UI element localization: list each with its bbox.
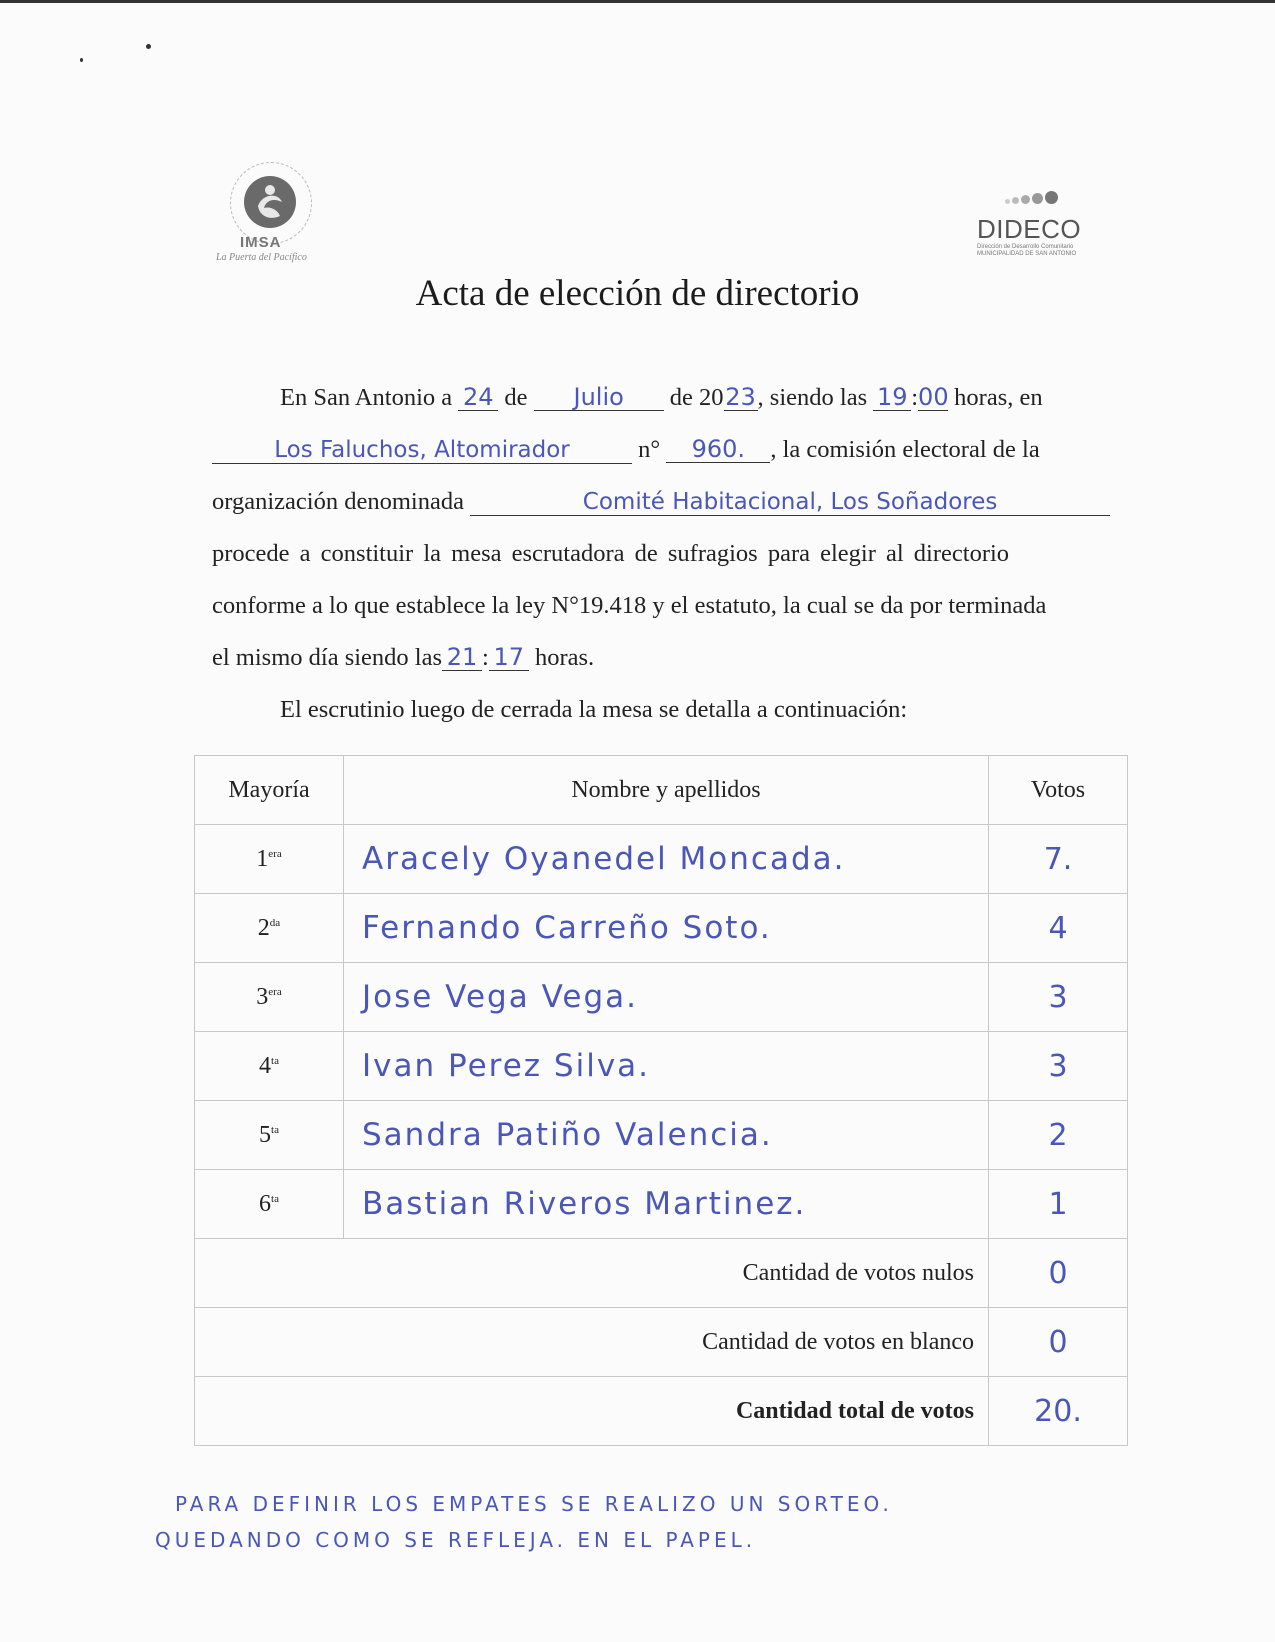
candidate-name: Jose Vega Vega. [344, 963, 989, 1032]
imsa-emblem-icon [244, 176, 296, 228]
handwritten-note-line-1: PARA DEFINIR LOS EMPATES SE REALIZO UN SORTEO. [175, 1492, 893, 1516]
rank-cell: $4^{ta}$ [195, 1032, 344, 1101]
vote-count: 2 [989, 1101, 1128, 1170]
start-hour-field: 19 [873, 384, 911, 411]
summary-label: Cantidad total de votos [195, 1377, 989, 1446]
imsa-logo-tagline: La Puerta del Pacífico [216, 252, 307, 263]
summary-value: 0 [989, 1239, 1128, 1308]
intro-line-4: procede a constituir la mesa escrutadora de sufragios para elegir al directorio [212, 540, 1010, 567]
day-field: 24 [458, 384, 498, 411]
candidate-name: Aracely Oyanedel Moncada. [344, 825, 989, 894]
vote-count: 3 [989, 1032, 1128, 1101]
table-header-row [195, 756, 1128, 825]
month-field: Julio [534, 384, 664, 411]
summary-label: Cantidad de votos en blanco [195, 1308, 989, 1377]
intro-line-2: Los Faluchos, Altomirador n° 960. , la comisión electoral de la [212, 436, 1040, 464]
summary-row-nulos [195, 1239, 1128, 1308]
scan-speck [146, 44, 151, 49]
scan-speck [80, 58, 83, 62]
vote-count: 3 [989, 963, 1128, 1032]
dideco-logo-name: DIDECO [977, 214, 1082, 244]
summary-label: Cantidad de votos nulos [195, 1239, 989, 1308]
document-title: Acta de elección de directorio [415, 273, 860, 314]
year-field: 23 [725, 383, 756, 411]
candidate-name: Bastian Riveros Martinez. [344, 1170, 989, 1239]
rank-cell: $5^{ta}$ [195, 1101, 344, 1170]
vote-count: 1 [989, 1170, 1128, 1239]
header-mayoria: Mayoría [195, 756, 344, 825]
intro-line-5: conforme a lo que establece la ley N°19.418 y el estatuto, la cual se da por terminada [212, 592, 1047, 619]
intro-line-1: En San Antonio a 24 de Julio de 2023, siendo las 19 :00 horas, en [280, 383, 1043, 411]
candidate-name: Fernando Carreño Soto. [344, 894, 989, 963]
end-minute-field: 17 [489, 644, 529, 671]
rank-cell: $2^{da}$ [195, 894, 344, 963]
summary-row-blanco [195, 1308, 1128, 1377]
table-row [195, 894, 1128, 963]
scan-top-edge [0, 0, 1275, 3]
handwritten-note-line-2: QUEDANDO COMO SE REFLEJA. EN EL PAPEL. [155, 1528, 757, 1552]
end-hour-field: 21 [442, 644, 482, 671]
dideco-logo [975, 186, 1095, 266]
dideco-dots-icon [1005, 186, 1060, 204]
header-nombre: Nombre y apellidos [344, 756, 989, 825]
summary-value: 20. [989, 1377, 1128, 1446]
organization-field: Comité Habitacional, Los Soñadores [470, 489, 1110, 516]
start-minute-field: 00 [918, 383, 949, 411]
table-row [195, 825, 1128, 894]
table-row [195, 1170, 1128, 1239]
summary-value: 0 [989, 1308, 1128, 1377]
intro-line-3: organización denominada Comité Habitacional, Los Soñadores [212, 488, 1110, 516]
candidate-name: Sandra Patiño Valencia. [344, 1101, 989, 1170]
table-row [195, 1032, 1128, 1101]
imsa-logo [210, 168, 330, 268]
table-row [195, 1101, 1128, 1170]
dideco-logo-subtitle: Dirección de Desarrollo Comunitario MUNICIPALIDAD DE SAN ANTONIO [977, 244, 1077, 257]
rank-cell: $6^{ta}$ [195, 1170, 344, 1239]
number-field: 960. [666, 436, 770, 463]
imsa-logo-name: IMSA [240, 234, 282, 251]
intro-line-6: el mismo día siendo las 21 : 17 horas. [212, 643, 595, 671]
table-row [195, 963, 1128, 1032]
results-table [194, 755, 1128, 1446]
header-votos: Votos [989, 756, 1128, 825]
summary-row-total [195, 1377, 1128, 1446]
address-field: Los Faluchos, Altomirador [212, 437, 632, 464]
vote-count: 7. [989, 825, 1128, 894]
candidate-name: Ivan Perez Silva. [344, 1032, 989, 1101]
rank-cell: $1^{era}$ [195, 825, 344, 894]
intro-line-7: El escrutinio luego de cerrada la mesa se detalla a continuación: [280, 696, 908, 723]
vote-count: 4 [989, 894, 1128, 963]
rank-cell: $3^{era}$ [195, 963, 344, 1032]
